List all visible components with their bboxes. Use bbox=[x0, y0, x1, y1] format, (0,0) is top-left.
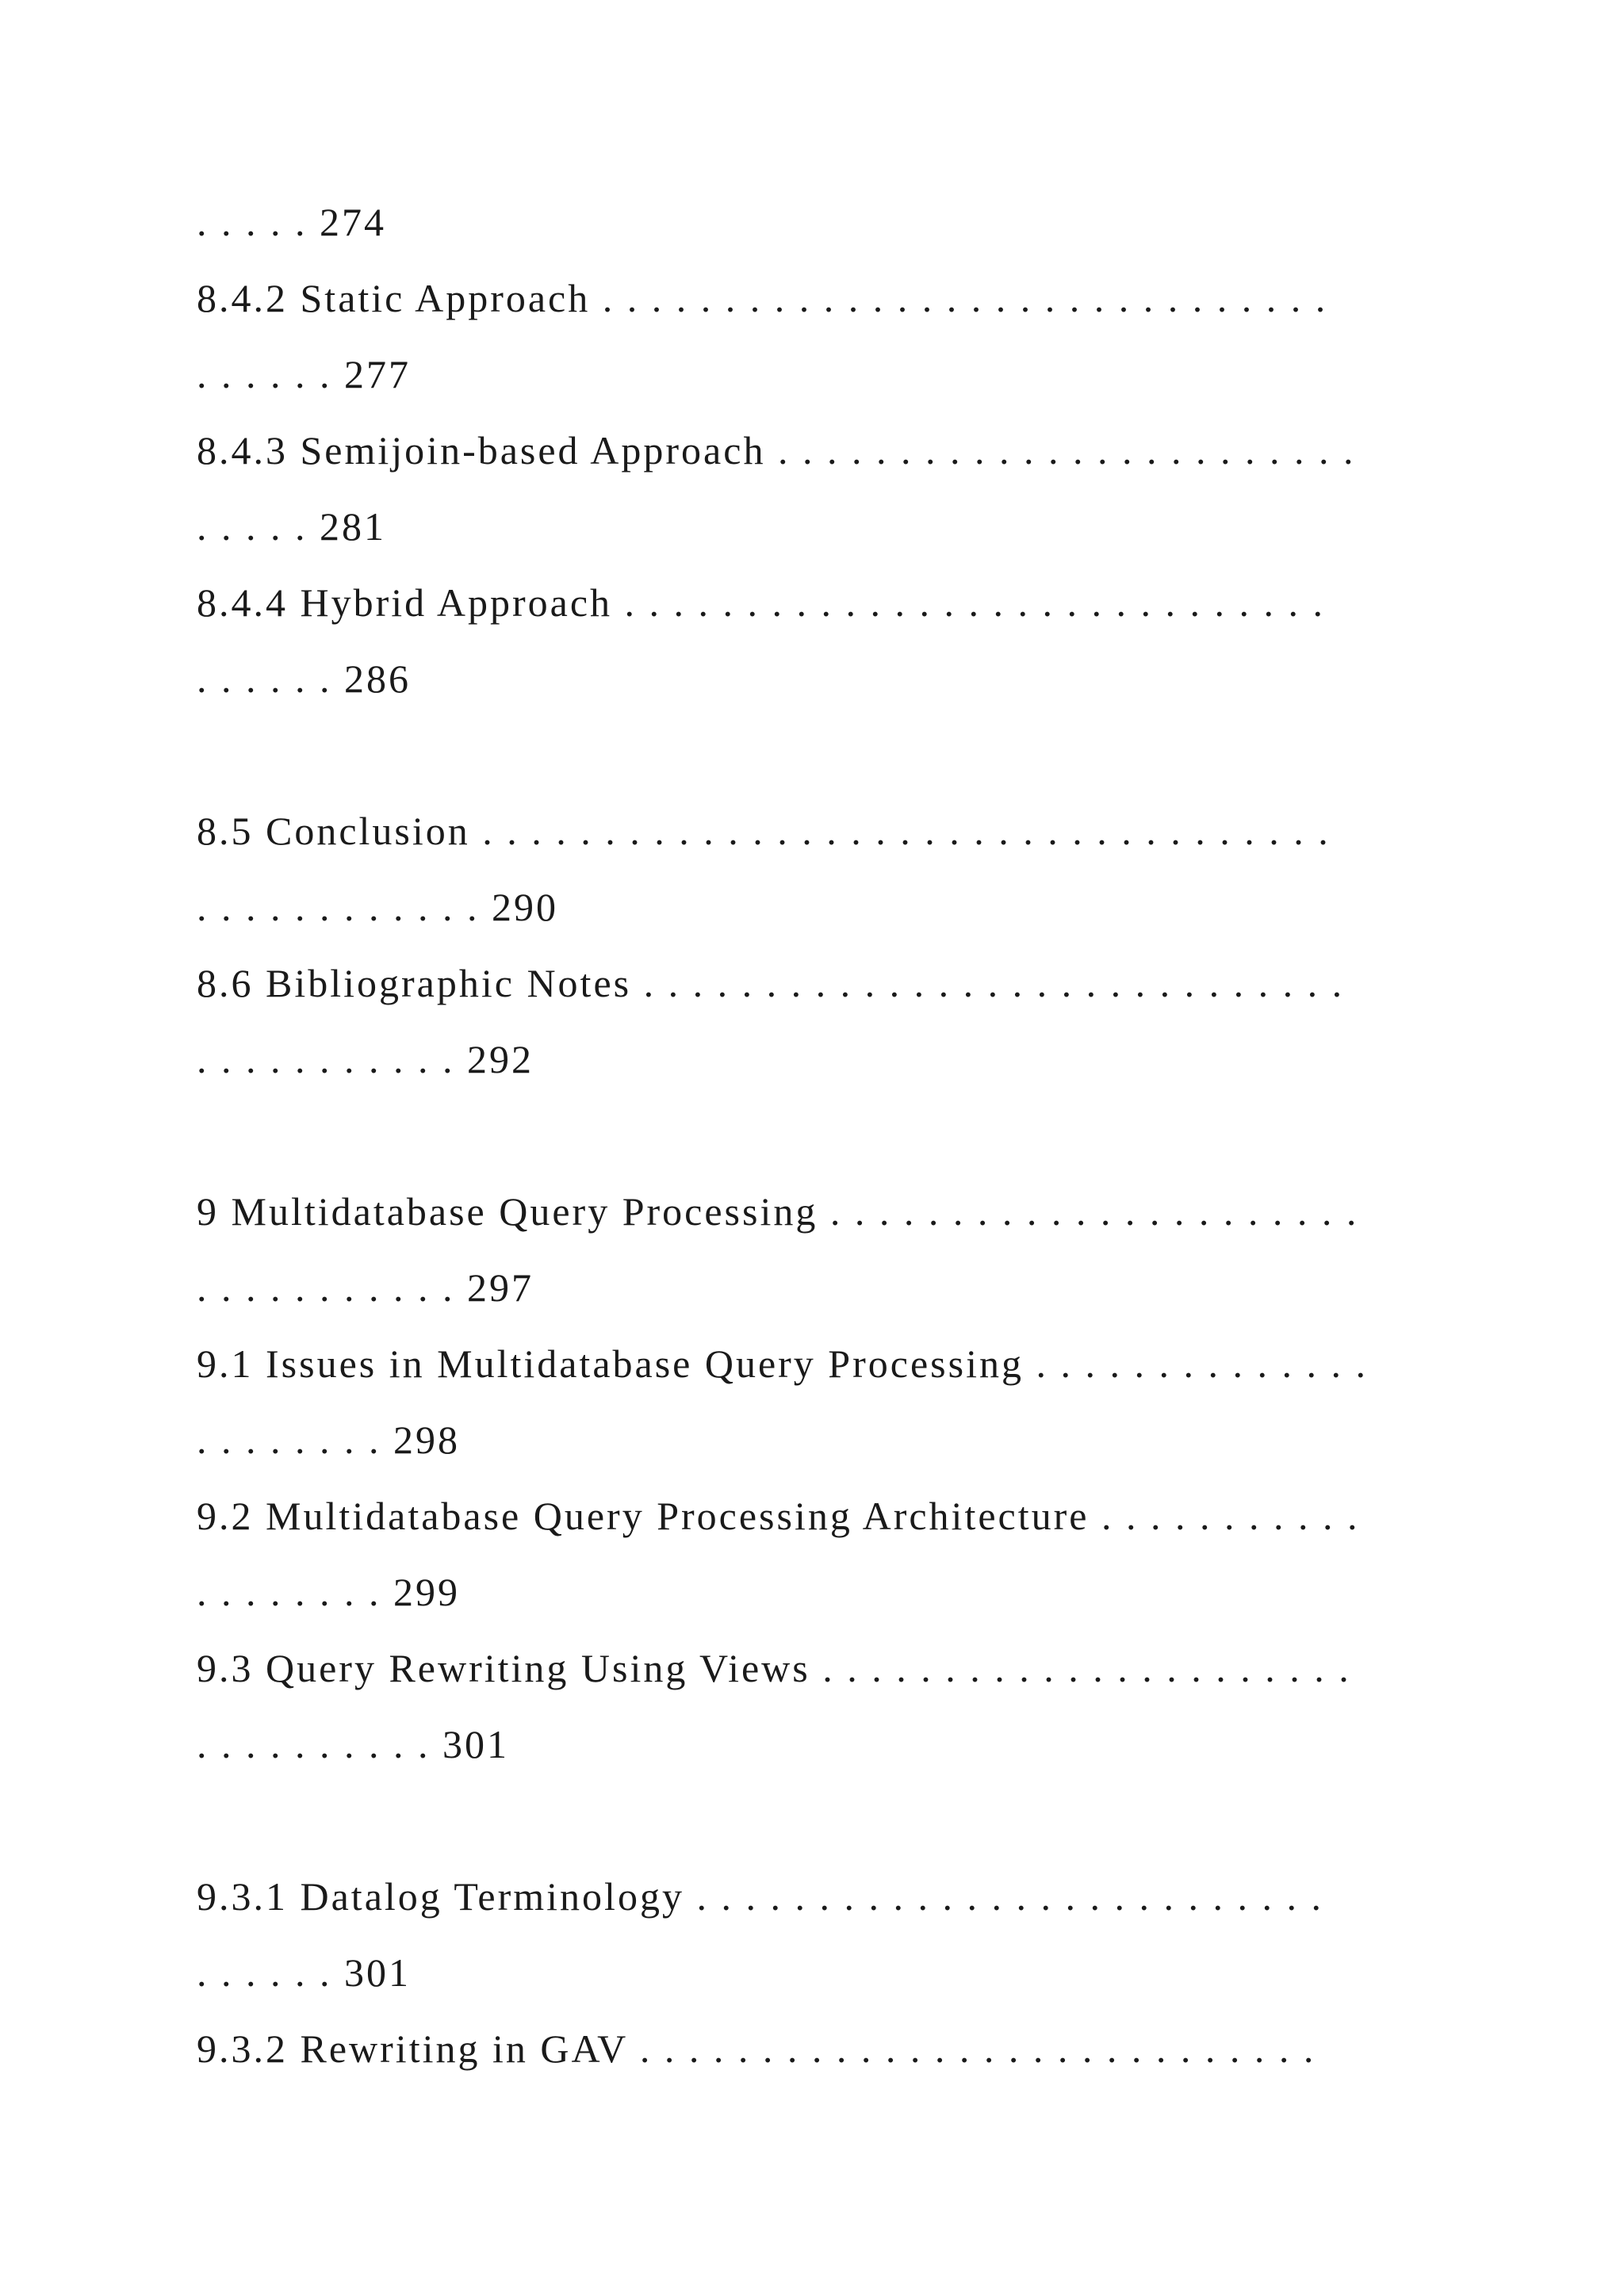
toc-line: . . . . . . . . . . . 292 bbox=[197, 1037, 534, 1081]
toc-line: . . . . . . . . 299 bbox=[197, 1570, 460, 1614]
toc-line: . . . . . . . . . . . 297 bbox=[197, 1265, 534, 1310]
table-of-contents bbox=[197, 193, 1497, 2096]
toc-entry-8-5: 8.5 Conclusion . . . . . . . . . . . . . . . . . . . . . . . . . . . . . . . . . . . bbox=[197, 809, 1331, 853]
toc-spacer bbox=[197, 1107, 1497, 1183]
toc-entry-9-2: 9.2 Multidatabase Query Processing Architecture . . . . . . . . . . . bbox=[197, 1494, 1360, 1538]
toc-line: . . . . . 281 bbox=[197, 504, 386, 549]
toc-line: . . . . . . 277 bbox=[197, 352, 411, 396]
toc-entry-9: 9 Multidatabase Query Processing . . . . . . . . . . . . . . . . . . . . . . bbox=[197, 1189, 1359, 1234]
toc-spacer bbox=[197, 1792, 1497, 1868]
toc-line: . . . . . . . . . . 301 bbox=[197, 1722, 509, 1766]
toc-line: . . . . . . 301 bbox=[197, 1950, 411, 1995]
toc-line: . . . . . . 286 bbox=[197, 656, 411, 701]
toc-line: . . . . . . . . . . . . 290 bbox=[197, 885, 558, 929]
toc-entry-8-4-3: 8.4.3 Semijoin-based Approach . . . . . . . . . . . . . . . . . . . . . . . . bbox=[197, 428, 1356, 473]
toc-entry-8-4-2: 8.4.2 Static Approach . . . . . . . . . . . . . . . . . . . . . . . . . . . . . . bbox=[197, 276, 1328, 320]
toc-entry-9-1: 9.1 Issues in Multidatabase Query Processing . . . . . . . . . . . . . . bbox=[197, 1341, 1368, 1386]
toc-entry-9-3: 9.3 Query Rewriting Using Views . . . . . . . . . . . . . . . . . . . . . . bbox=[197, 1646, 1351, 1690]
toc-entry-8-6: 8.6 Bibliographic Notes . . . . . . . . . . . . . . . . . . . . . . . . . . . . . bbox=[197, 961, 1345, 1005]
toc-spacer bbox=[197, 726, 1497, 802]
toc-entry-8-4-4: 8.4.4 Hybrid Approach . . . . . . . . . . . . . . . . . . . . . . . . . . . . . bbox=[197, 580, 1326, 625]
toc-entry-9-3-1: 9.3.1 Datalog Terminology . . . . . . . . . . . . . . . . . . . . . . . . . . bbox=[197, 1874, 1323, 1919]
toc-line: . . . . . . . . 298 bbox=[197, 1418, 460, 1462]
toc-entry-9-3-2: 9.3.2 Rewriting in GAV . . . . . . . . . . . . . . . . . . . . . . . . . . . . bbox=[197, 2026, 1316, 2071]
toc-line: . . . . . 274 bbox=[197, 200, 386, 244]
